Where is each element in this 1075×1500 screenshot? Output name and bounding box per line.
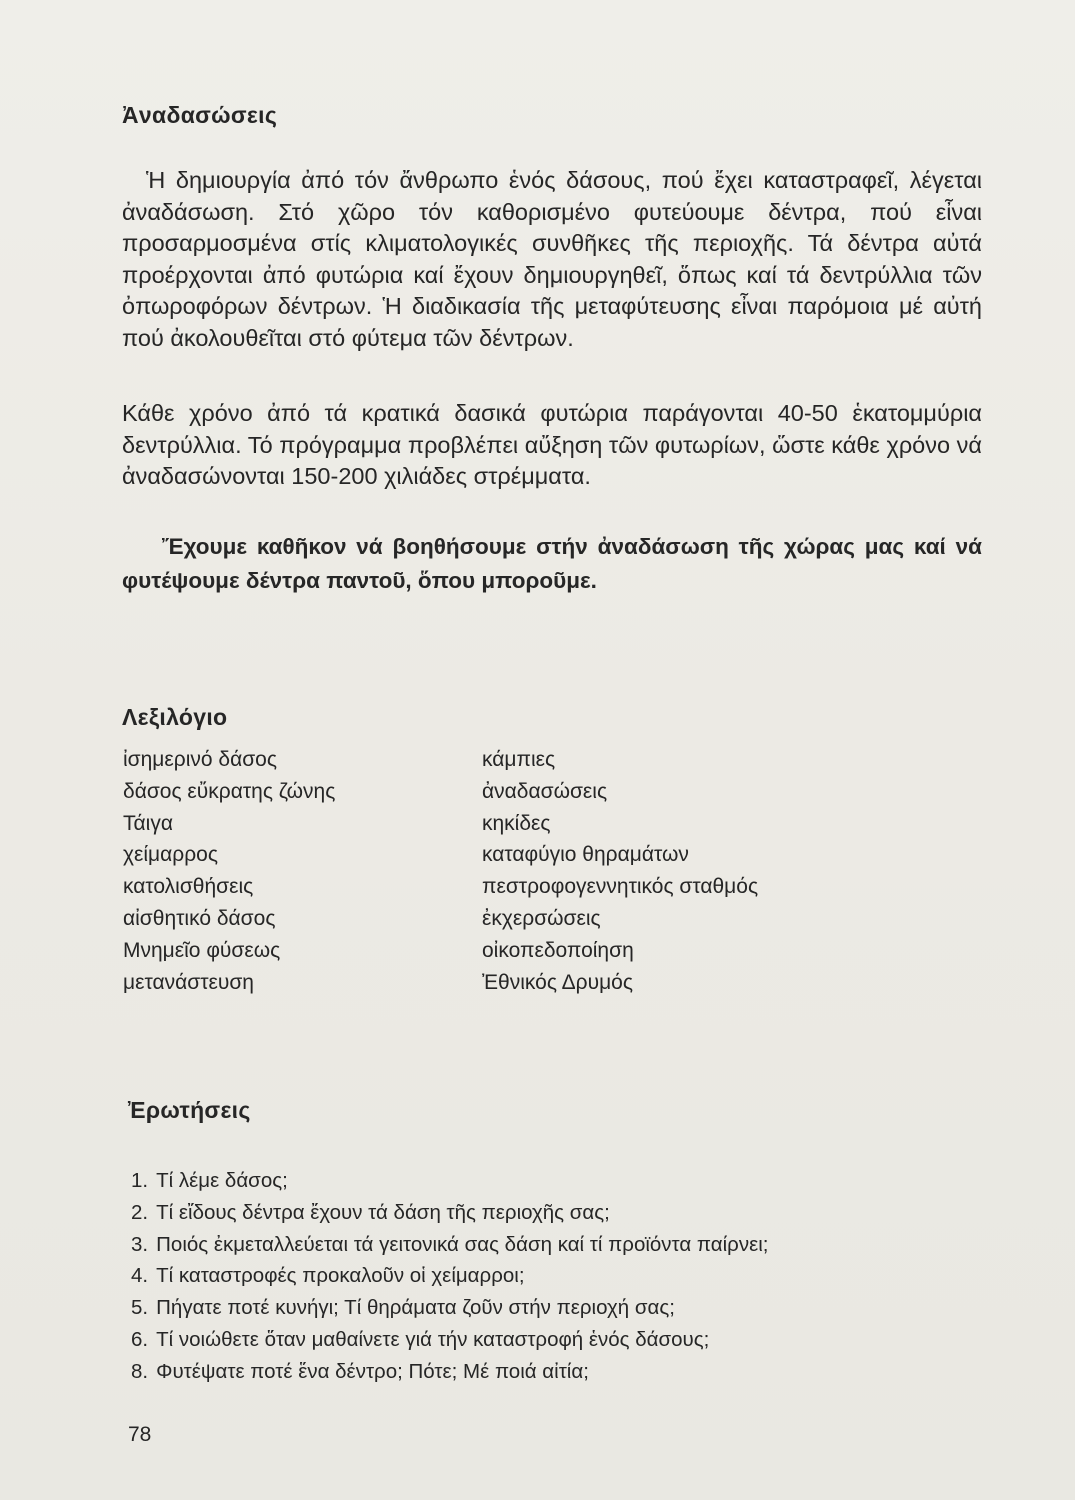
vocabulary-item: πεστροφογεννητικός σταθμός xyxy=(482,875,759,899)
paragraph-text: Ἔχουμε καθῆκον νά βοηθήσουμε στήν ἀναδάσωση τῆς χώρας μας καί νά φυτέψουμε δέντρα παντοῦ, ὅπου μποροῦμε. xyxy=(122,534,982,593)
question-text: Τί εἴδους δέντρα ἔχουν τά δάση τῆς περιοχῆς σας; xyxy=(156,1200,610,1224)
question-number: 2. xyxy=(131,1200,149,1224)
vocabulary-item: καταφύγιο θηραμάτων xyxy=(482,843,689,867)
question-text: Τί καταστροφές προκαλοῦν οἱ χείμαρροι; xyxy=(156,1264,525,1288)
question-item xyxy=(131,1165,768,1197)
vocabulary-item: Μνημεῖο φύσεως xyxy=(123,938,281,962)
paragraph-nurseries xyxy=(122,398,982,493)
question-text: Πήγατε ποτέ κυνήγι; Τί θηράματα ζοῦν στήν περιοχή σας; xyxy=(156,1296,675,1320)
question-number: 3. xyxy=(131,1232,149,1256)
vocabulary-list-left xyxy=(123,744,335,998)
question-number: 8. xyxy=(131,1359,149,1383)
vocabulary-item: χείμαρρος xyxy=(123,843,218,867)
section-title-lexilogio: Λεξιλόγιο xyxy=(122,704,228,730)
question-item xyxy=(131,1260,768,1292)
vocabulary-item: ἀναδασώσεις xyxy=(482,779,608,803)
vocabulary-item: Τάιγα xyxy=(123,811,173,835)
vocabulary-item: κατολισθήσεις xyxy=(123,875,254,899)
vocabulary-item: Ἐθνικός Δρυμός xyxy=(482,970,633,994)
vocabulary-item: κάμπιες xyxy=(482,748,556,771)
paragraph-text: Κάθε χρόνο ἀπό τά κρατικά δασικά φυτώρια παράγονται 40-50 ἑκατομμύρια δεντρύλλια. Τό πρόγραμμα προβλέπει αὔξηση τῶν φυτωρίων, ὥστε κάθε χρόνο νά ἀναδασώνονται 150-200 χιλιάδες στρέμματα. xyxy=(122,400,982,489)
page-number: 78 xyxy=(128,1423,152,1446)
vocabulary-item: ἰσημερινό δάσος xyxy=(123,748,277,771)
vocabulary-item: οἰκοπεδοποίηση xyxy=(482,938,634,962)
question-text: Ποιός ἐκμεταλλεύεται τά γειτονικά σας δάση καί τί προϊόντα παίρνει; xyxy=(156,1232,769,1256)
paragraph-text: Ἡ δημιουργία ἀπό τόν ἄνθρωπο ἑνός δάσους, πού ἔχει καταστραφεῖ, λέγεται ἀναδάσωση. Στό χῶρο τόν καθορισμένο φυτεύουμε δέντρα, πού εἶναι προσαρμοσμένα στίς κλιματολογικές συνθῆκες τῆς περιοχῆς. Τά δέντρα αὐτά προέρχονται ἀπό φυτώρια καί ἔχουν δημιουργηθεῖ, ὅπως καί τά δεντρύλλια τῶν ὀπωροφόρων δέντρων. Ἡ διαδικασία τῆς μεταφύτευσης εἶναι παρόμοια μέ αὐτή πού ἀκολουθεῖται στό φύτεμα τῶν δέντρων. xyxy=(122,167,982,351)
question-item xyxy=(131,1197,768,1229)
questions-list xyxy=(131,1165,768,1388)
section-title-erotiseis: Ἐρωτήσεις xyxy=(128,1097,251,1123)
question-text: Τί λέμε δάσος; xyxy=(156,1169,288,1192)
question-text: Τί νοιώθετε ὅταν μαθαίνετε γιά τήν καταστροφή ἑνός δάσους; xyxy=(156,1327,710,1351)
section-title-anadasoseis: Ἀναδασώσεις xyxy=(122,102,278,128)
vocabulary-item: μετανάστευση xyxy=(123,970,254,994)
vocabulary-item: ἐκχερσώσεις xyxy=(482,906,601,930)
vocabulary-item: κηκίδες xyxy=(482,811,551,835)
question-item xyxy=(131,1356,768,1388)
vocabulary-item: αἰσθητικό δάσος xyxy=(123,906,276,930)
question-item xyxy=(131,1229,768,1261)
question-text: Φυτέψατε ποτέ ἕνα δέντρο; Πότε; Μέ ποιά αἰτία; xyxy=(156,1359,589,1383)
question-number: 4. xyxy=(131,1264,149,1288)
question-item xyxy=(131,1292,768,1324)
question-number: 1. xyxy=(131,1169,149,1192)
question-number: 5. xyxy=(131,1296,149,1320)
vocabulary-item: δάσος εὔκρατης ζώνης xyxy=(123,779,336,803)
paragraph-duty-bold xyxy=(122,530,982,598)
question-number: 6. xyxy=(131,1327,149,1351)
vocabulary-list-right xyxy=(482,744,758,998)
question-item xyxy=(131,1324,768,1356)
paragraph-anadasosi-definition xyxy=(122,165,982,354)
